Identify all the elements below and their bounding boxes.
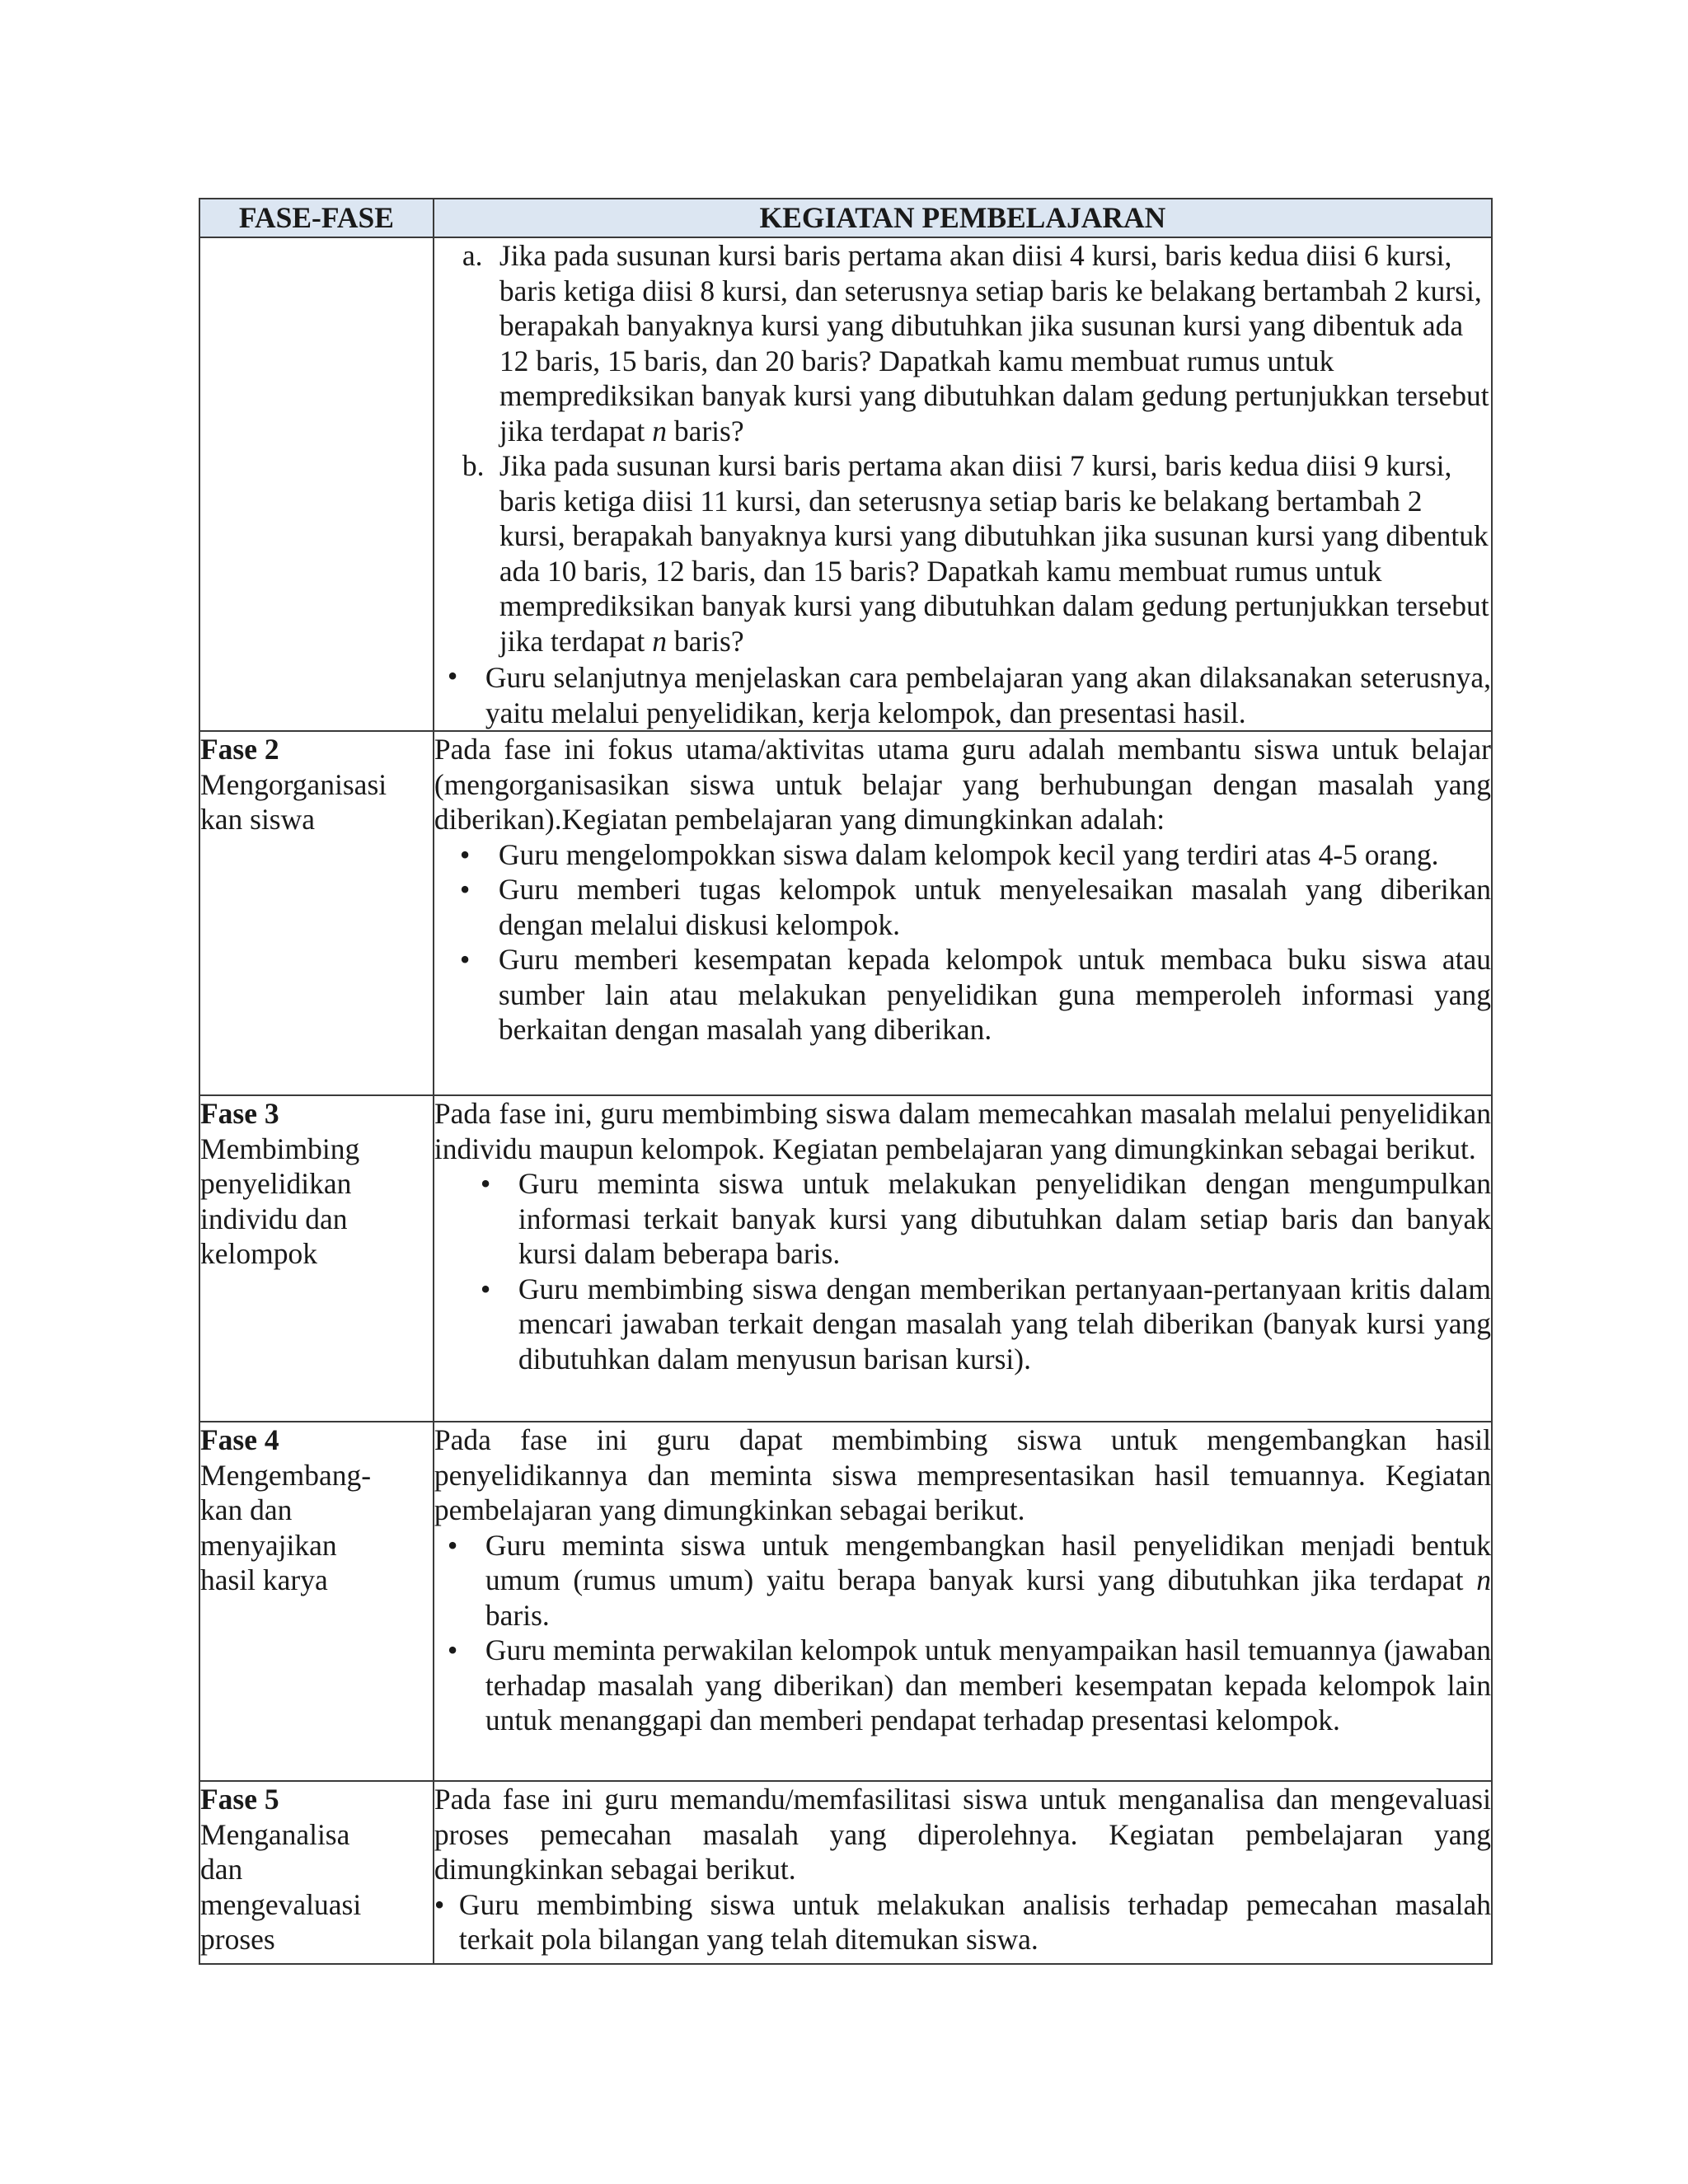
- header-activities: KEGIATAN PEMBELAJARAN: [434, 199, 1492, 237]
- phase-name-line: menyajikan: [200, 1528, 337, 1562]
- bullet-icon: •: [459, 837, 471, 871]
- bullet-list: [434, 837, 1491, 1047]
- activity-intro: Pada fase ini, guru membimbing siswa dalam memecahkan masalah melalui penyelidikan individu maupun kelompok. Kegiatan pembelajaran yang dimungkinkan sebagai berikut.: [434, 1097, 1491, 1165]
- activity-cell: [434, 237, 1492, 731]
- bullet-list: [434, 658, 1491, 730]
- variable-n: n: [652, 624, 667, 658]
- list-marker: a.: [462, 239, 483, 272]
- phase-name-line: kan siswa: [200, 803, 316, 836]
- table-row-phase-1-continued: [199, 237, 1492, 731]
- phase-name-line: Menganalisa: [200, 1817, 350, 1851]
- bullet-icon: •: [434, 1887, 445, 1921]
- phase-cell: [199, 1422, 434, 1781]
- phase-title: Fase 4: [200, 1423, 279, 1456]
- bullet-icon: •: [447, 1633, 458, 1666]
- phase-name-line: individu dan: [200, 1202, 348, 1235]
- list-item: • Guru memberi tugas kelompok untuk menyelesaikan masalah yang diberikan dengan melalui diskusi kelompok.: [459, 873, 1491, 941]
- phase-name-line: Membimbing: [200, 1132, 360, 1165]
- problem-text: Jika pada susunan kursi baris pertama akan diisi 7 kursi, baris kedua diisi 9 kursi, baris ketiga diisi 11 kursi, dan seterusnya setiap baris ke belakang bertambah 2 kursi, berapakah banyaknya kursi yang dibutuhkan jika susunan kursi yang dibentuk ada 10 baris, 12 baris, dan 15 baris? Dapatkah kamu membuat rumus untuk memprediksikan banyak kursi yang dibutuhkan dalam gedung pertunjukkan tersebut jika terdapat: [499, 449, 1489, 658]
- list-item: • Guru meminta siswa untuk melakukan penyelidikan dengan mengumpulkan informasi terkait banyak kursi yang dibutuhkan dalam setiap baris dan banyak kursi dalam beberapa baris.: [480, 1167, 1491, 1270]
- header-phases: FASE-FASE: [199, 199, 434, 237]
- list-item: • Guru meminta siswa untuk mengembangkan hasil penyelidikan menjadi bentuk umum (rumus umum) yaitu berapa banyak kursi yang dibutuhkan jika terdapat n baris.: [447, 1528, 1491, 1632]
- phase-cell: [199, 1781, 434, 1964]
- phase-title: Fase 2: [200, 733, 279, 766]
- problem-tail: baris?: [673, 624, 744, 658]
- table-row-phase-4: [199, 1422, 1492, 1781]
- table-header-row: [199, 199, 1492, 237]
- activity-cell: [434, 731, 1492, 1095]
- problem-text: Jika pada susunan kursi baris pertama akan diisi 4 kursi, baris kedua diisi 6 kursi, baris ketiga diisi 8 kursi, dan seterusnya setiap baris ke belakang bertambah 2 kursi, berapakah banyaknya kursi yang dibutuhkan jika susunan kursi yang dibentuk ada 12 baris, 15 baris, dan 20 baris? Dapatkah kamu membuat rumus untuk memprediksikan banyak kursi yang dibutuhkan dalam gedung pertunjukkan tersebut jika terdapat: [499, 239, 1489, 448]
- list-item: • Guru memberi kesempatan kepada kelompok untuk membaca buku siswa atau sumber lain atau melakukan penyelidikan guna memperoleh informasi yang berkaitan dengan masalah yang diberikan.: [459, 943, 1491, 1046]
- variable-n: n: [1476, 1563, 1491, 1596]
- phase-name-line: mengevaluasi: [200, 1887, 362, 1921]
- activity-intro: Pada fase ini guru memandu/memfasilitasi siswa untuk menganalisa dan mengevaluasi proses pemecahan masalah yang diperolehnya. Kegiatan pembelajaran yang dimungkinkan sebagai berikut.: [434, 1783, 1491, 1886]
- bullet-icon: •: [459, 873, 471, 906]
- learning-activities-table: [199, 198, 1493, 1965]
- activity-intro: Pada fase ini guru dapat membimbing siswa untuk mengembangkan hasil penyelidikannya dan meminta siswa mempresentasikan hasil temuannya. Kegiatan pembelajaran yang dimungkinkan sebagai berikut.: [434, 1423, 1491, 1526]
- list-item: • Guru mengelompokkan siswa dalam kelompok kecil yang terdiri atas 4-5 orang.: [459, 837, 1439, 871]
- problem-tail: baris?: [673, 414, 744, 448]
- phase-title: Fase 5: [200, 1783, 279, 1816]
- variable-n: n: [652, 414, 667, 448]
- phase-name-line: Mengorganisasi: [200, 767, 387, 801]
- list-item: • Guru membimbing siswa untuk melakukan analisis terhadap pemecahan masalah terkait pola bilangan yang telah ditemukan siswa.: [434, 1887, 1491, 1956]
- activity-cell: [434, 1095, 1492, 1422]
- bullet-icon: •: [447, 1528, 458, 1562]
- phase-name-line: penyelidikan: [200, 1167, 352, 1200]
- table-row-phase-2: [199, 731, 1492, 1095]
- bullet-icon: •: [480, 1272, 491, 1305]
- bullet-icon: •: [480, 1167, 491, 1200]
- phase-cell: [199, 1095, 434, 1422]
- table-row-phase-5: [199, 1781, 1492, 1964]
- activity-cell: [434, 1781, 1492, 1964]
- phase-name-line: kelompok: [200, 1237, 317, 1270]
- list-item: • Guru meminta perwakilan kelompok untuk menyampaikan hasil temuannya (jawaban terhadap masalah yang diberikan) dan memberi kesempatan kepada kelompok lain untuk menanggapi dan memberi pendapat terhadap presentasi kelompok.: [447, 1633, 1491, 1736]
- bullet-icon: •: [447, 659, 458, 692]
- activity-cell: [434, 1422, 1492, 1781]
- phase-cell-empty: [199, 237, 434, 731]
- phase-name-line: dan: [200, 1853, 243, 1886]
- bullet-list: [434, 1887, 1491, 1957]
- list-item: • Guru selanjutnya menjelaskan cara pembelajaran yang akan dilaksanakan seterusnya, yaitu melalui penyelidikan, kerja kelompok, dan presentasi hasil.: [447, 659, 1491, 729]
- phase-name-line: Mengembang-: [200, 1458, 372, 1492]
- phase-title: Fase 3: [200, 1097, 279, 1130]
- list-marker: b.: [462, 449, 485, 482]
- list-item: • Guru membimbing siswa dengan memberikan pertanyaan-pertanyaan kritis dalam mencari jawaban terkait dengan masalah yang telah diberikan (banyak kursi yang dibutuhkan dalam menyusun barisan kursi).: [480, 1272, 1491, 1376]
- phase-cell: [199, 731, 434, 1095]
- bullet-list: [434, 1166, 1491, 1376]
- table-row-phase-3: [199, 1095, 1492, 1422]
- phase-name-line: proses: [200, 1923, 275, 1956]
- phase-name-line: kan dan: [200, 1493, 293, 1526]
- activity-intro: Pada fase ini fokus utama/aktivitas utama guru adalah membantu siswa untuk belajar (mengorganisasikan siswa untuk belajar yang berhubungan dengan masalah yang diberikan).Kegiatan pembelajaran yang dimungkinkan adalah:: [434, 733, 1491, 836]
- problem-list: [434, 238, 1491, 658]
- phase-name-line: hasil karya: [200, 1563, 328, 1596]
- bullet-icon: •: [459, 943, 471, 976]
- list-item: [434, 448, 1491, 658]
- list-item: [434, 238, 1491, 448]
- bullet-list: [434, 1528, 1491, 1738]
